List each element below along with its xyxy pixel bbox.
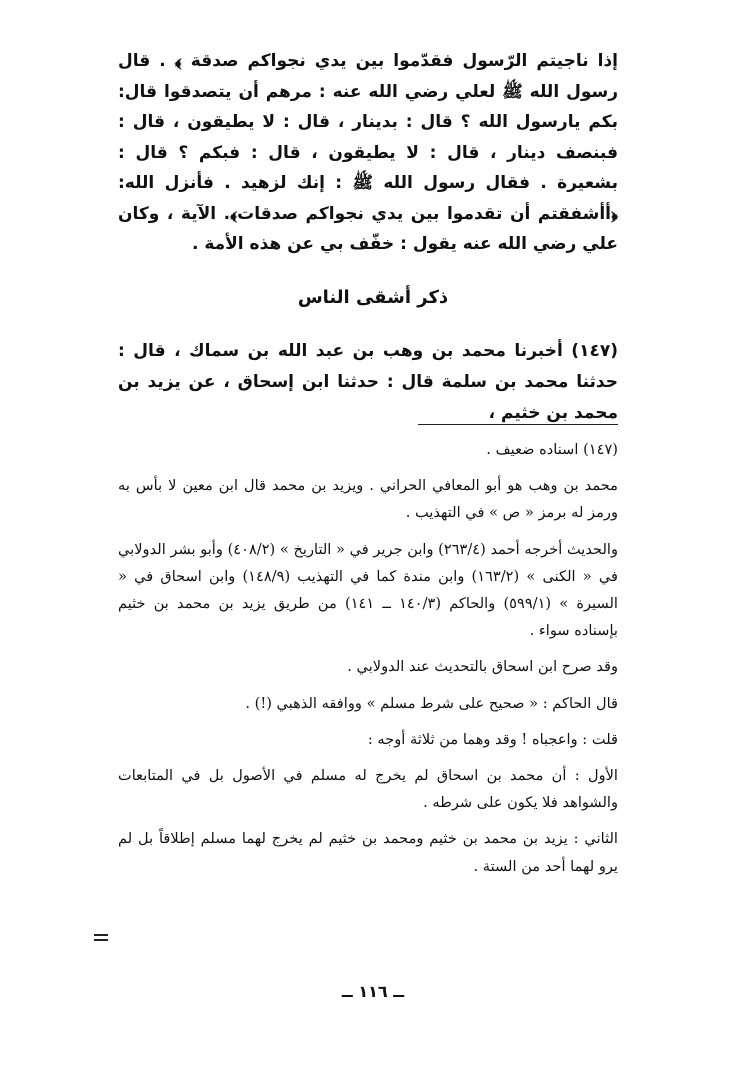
footnote-narrators: محمد بن وهب هو أبو المعافي الحراني . ويزيد بن محمد قال ابن معين لا بأس به ورمز له برمز « ص » في التهذيب . — [118, 477, 618, 522]
footnote-sources: والحديث أخرجه أحمد (٢٦٣/٤) وابن جرير في « التاريخ » (٤٠٨/٢) وأبو بشر الدولابي في « الكنى » (١٦٣/٢) وابن مندة كما في التهذيب (١٤٨/٩) وابن اسحاق في « السيرة » (٥٩٩/١) والحاكم (١٤٠/٣ ــ ١٤١) من طريق يزيد بن محمد بن خثيم بإسناده سواء . — [118, 540, 618, 640]
footnotes-block — [118, 436, 618, 880]
footnote-objection: قلت : واعجباه ! وقد وهما من ثلاثة أوجه : — [367, 730, 618, 748]
section-heading: ذكر أشقى الناس — [297, 287, 449, 308]
entry-paragraph: (١٤٧) أخبرنا محمد بن وهب بن عبد الله بن سماك ، قال : حدثنا محمد بن سلمة قال : حدثنا ابن إسحاق ، عن يزيد بن محمد بن خثيم ، — [118, 341, 618, 423]
page-number: ــ ١١٦ ــ — [341, 982, 405, 1001]
footnote-separator — [418, 424, 618, 425]
main-text-block — [118, 46, 618, 260]
continuation-mark — [94, 934, 108, 941]
footnote-grade: (١٤٧) اسناده ضعيف . — [486, 441, 618, 458]
main-paragraph: إذا ناجيتم الرّسول فقدّموا بين يدي نجواكم صدقة ﴾ . قال رسول الله ﷺ لعلي رضي الله عنه : مرهم أن يتصدقوا قال: بكم يارسول الله ؟ قال : بدينار ، قال : لا يطيقون ، قال : فبنصف دينار ، قال : لا يطيقون ، قال : فبكم ؟ قال : بشعيرة . فقال رسول الله ﷺ : إنك لزهيد . فأنزل الله: ﴿أأشفقتم أن تقدموا بين يدي نجواكم صدقات﴾. الآية ، وكان علي رضي الله عنه يقول : خفّف بي عن هذه الأمة . — [118, 51, 618, 254]
hadith-entry — [118, 336, 618, 429]
footnote-first-point: الأول : أن محمد بن اسحاق لم يخرج له مسلم في الأصول بل في المتابعات والشواهد فلا يكون على شرطه . — [118, 767, 618, 812]
footnote-hakim: قال الحاكم : « صحيح على شرط مسلم » ووافقه الذهبي (!) . — [245, 694, 618, 712]
footnote-tahdith: وقد صرح ابن اسحاق بالتحديث عند الدولابي . — [347, 658, 618, 676]
footnote-second-point: الثاني : يزيد بن محمد بن خثيم ومحمد بن خثيم لم يخرج لهما مسلم إطلاقاً بل لم يرو لهما أحد من الستة . — [118, 830, 618, 875]
